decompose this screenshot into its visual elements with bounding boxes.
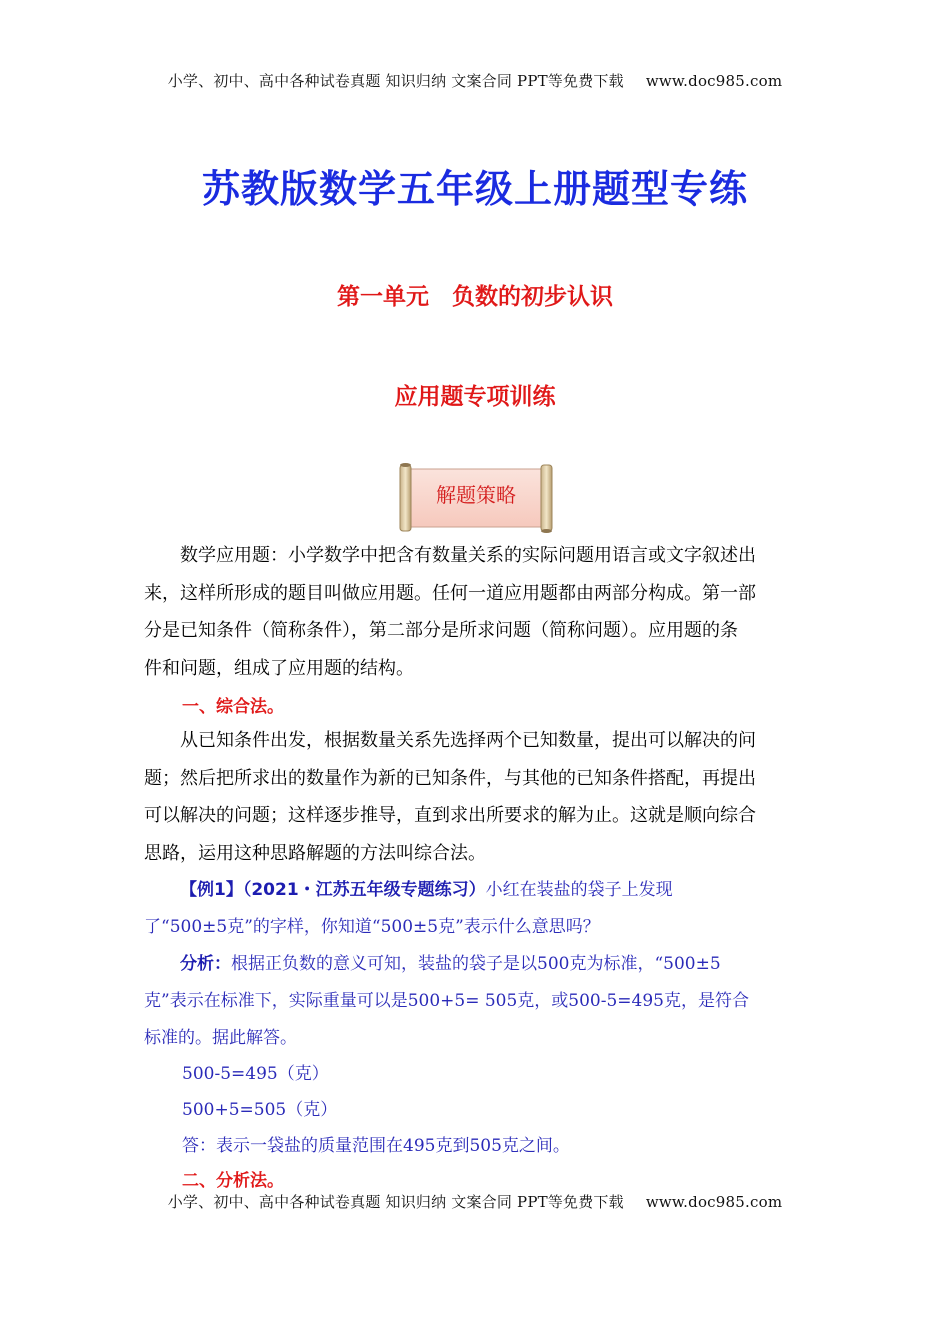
document-title: 苏教版数学五年级上册题型专练 (201, 167, 748, 211)
analysis-label: 分析： (180, 954, 231, 974)
strategy-banner (395, 462, 557, 534)
example-1-line-2: 了“500±5克”的字样，你知道“500±5克”表示什么意思吗？ (144, 917, 600, 937)
section-heading-analysis: 二、分析法。 (182, 1171, 284, 1191)
synthesis-paragraph (144, 722, 806, 872)
calculation-2: 500+5=505（克） (182, 1100, 338, 1120)
intro-line: 来，这样所形成的题目叫做应用题。任何一道应用题都由两部分构成。第一部 (144, 582, 756, 604)
header-text: 小学、初中、高中各种试卷真题 知识归纳 文案合同 PPT等免费下载 (167, 72, 624, 90)
analysis-line-3: 标准的。据此解答。 (144, 1028, 297, 1048)
page-header (0, 70, 950, 91)
unit-title: 第一单元 负数的初步认识 (337, 284, 613, 310)
intro-line: 数学应用题：小学数学中把含有数量关系的实际问题用语言或文字叙述出 (180, 545, 756, 566)
section-heading-synthesis: 一、综合法。 (182, 697, 284, 717)
example-1-line-1 (180, 875, 673, 900)
footer-site: www.doc985.com (645, 1193, 783, 1211)
analysis-line-1 (180, 949, 721, 974)
synthesis-line: 题；然后把所求出的数量作为新的已知条件，与其他的已知条件搭配，再提出 (144, 767, 756, 789)
analysis-line-2: 克”表示在标准下，实际重量可以是500+5= 505克，或500-5=495克，是符合 (144, 991, 749, 1011)
banner-label: 解题策略 (436, 483, 516, 507)
answer-line: 答：表示一袋盐的质量范围在495克到505克之间。 (182, 1136, 570, 1156)
example-1-question-start: 小红在装盐的袋子上发现 (485, 880, 673, 900)
example-1-tag: 【例1】（2021・江苏五年级专题练习） (180, 880, 486, 900)
intro-paragraph (144, 537, 806, 687)
page-footer (0, 1191, 950, 1212)
header-site: www.doc985.com (645, 72, 783, 90)
calculation-1: 500-5=495（克） (182, 1064, 329, 1084)
section-subtitle: 应用题专项训练 (394, 384, 556, 410)
intro-line: 件和问题，组成了应用题的结构。 (144, 657, 414, 679)
footer-text: 小学、初中、高中各种试卷真题 知识归纳 文案合同 PPT等免费下载 (167, 1193, 624, 1211)
synthesis-line: 思路，运用这种思路解题的方法叫综合法。 (144, 842, 486, 864)
synthesis-line: 可以解决的问题；这样逐步推导，直到求出所要求的解为止。这就是顺向综合 (144, 805, 756, 826)
intro-line: 分是已知条件（简称条件），第二部分是所求问题（简称问题）。应用题的条 (144, 620, 738, 641)
synthesis-line: 从已知条件出发，根据数量关系先选择两个已知数量，提出可以解决的问 (180, 730, 756, 751)
analysis-text-1: 根据正负数的意义可知，装盐的袋子是以500克为标准，“500±5 (231, 954, 721, 974)
